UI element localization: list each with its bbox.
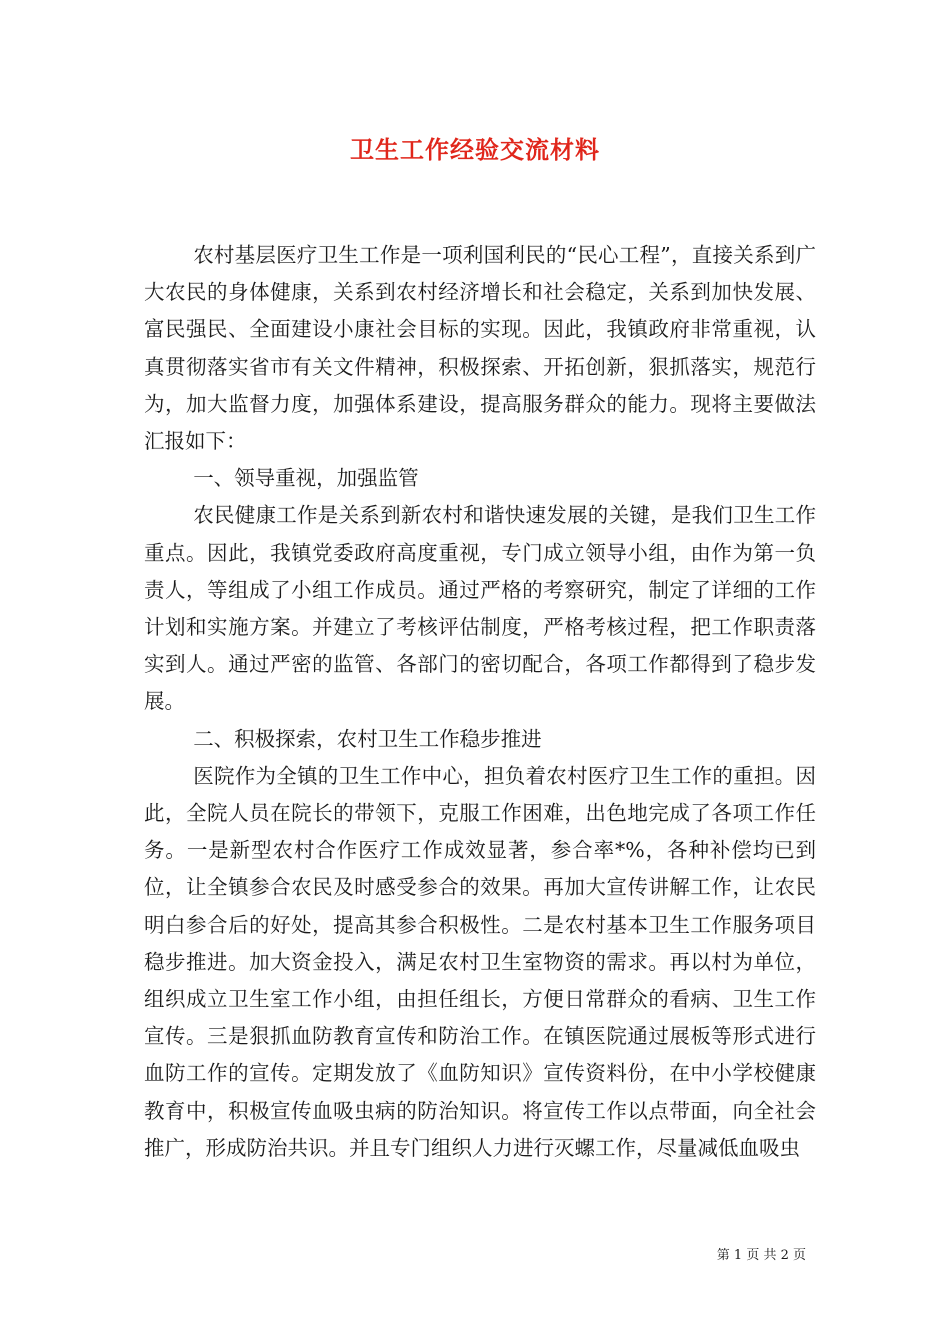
- section-heading-2: 二、积极探索，农村卫生工作稳步推进: [193, 726, 542, 751]
- page-number-footer: 第 1 页 共 2 页: [716, 1248, 806, 1263]
- section-heading-1: 一、领导重视，加强监管: [193, 466, 419, 491]
- paragraph-section-2: 医院作为全镇的卫生工作中心，担负着农村医疗卫生工作的重担。因此，全院人员在院长的带领下，克服工作困难，出色地完成了各项工作任务。一是新型农村合作医疗工作成效显著，参合率*%，各种补偿均已到位，让全镇参合农民及时感受参合的效果。再加大宣传讲解工作，让农民明白参合后的好处，提高其参合积极性。二是农村基本卫生工作服务项目稳步推进。加大资金投入，满足农村卫生室物资的需求。再以村为单位，组织成立卫生室工作小组，由担任组长，方便日常群众的看病、卫生工作宣传。三是狠抓血防教育宣传和防治工作。在镇医院通过展板等形式进行血防工作的宣传。定期发放了《血防知识》宣传资料份，在中小学校健康教育中，积极宣传血吸虫病的防治知识。将宣传工作以点带面，向全社会推广，形成防治共识。并且专门组织人力进行灭螺工作，尽量减低血吸虫: [144, 763, 816, 1160]
- paragraph-section-1: 农民健康工作是关系到新农村和谐快速发展的关键，是我们卫生工作重点。因此，我镇党委政府高度重视，专门成立领导小组，由作为第一负责人，等组成了小组工作成员。通过严格的考察研究，制定了详细的工作计划和实施方案。并建立了考核评估制度，严格考核过程，把工作职责落实到人。通过严密的监管、各部门的密切配合，各项工作都得到了稳步发展。: [144, 503, 816, 714]
- document-title: 卫生工作经验交流材料: [350, 135, 600, 164]
- paragraph-intro: 农村基层医疗卫生工作是一项利国利民的“民心工程”，直接关系到广大农民的身体健康，关系到农村经济增长和社会稳定，关系到加快发展、富民强民、全面建设小康社会目标的实现。因此，我镇政府非常重视，认真贯彻落实省市有关文件精神，积极探索、开拓创新，狠抓落实，规范行为，加大监督力度，加强体系建设，提高服务群众的能力。现将主要做法汇报如下：: [144, 243, 816, 454]
- document-body: [144, 237, 816, 1167]
